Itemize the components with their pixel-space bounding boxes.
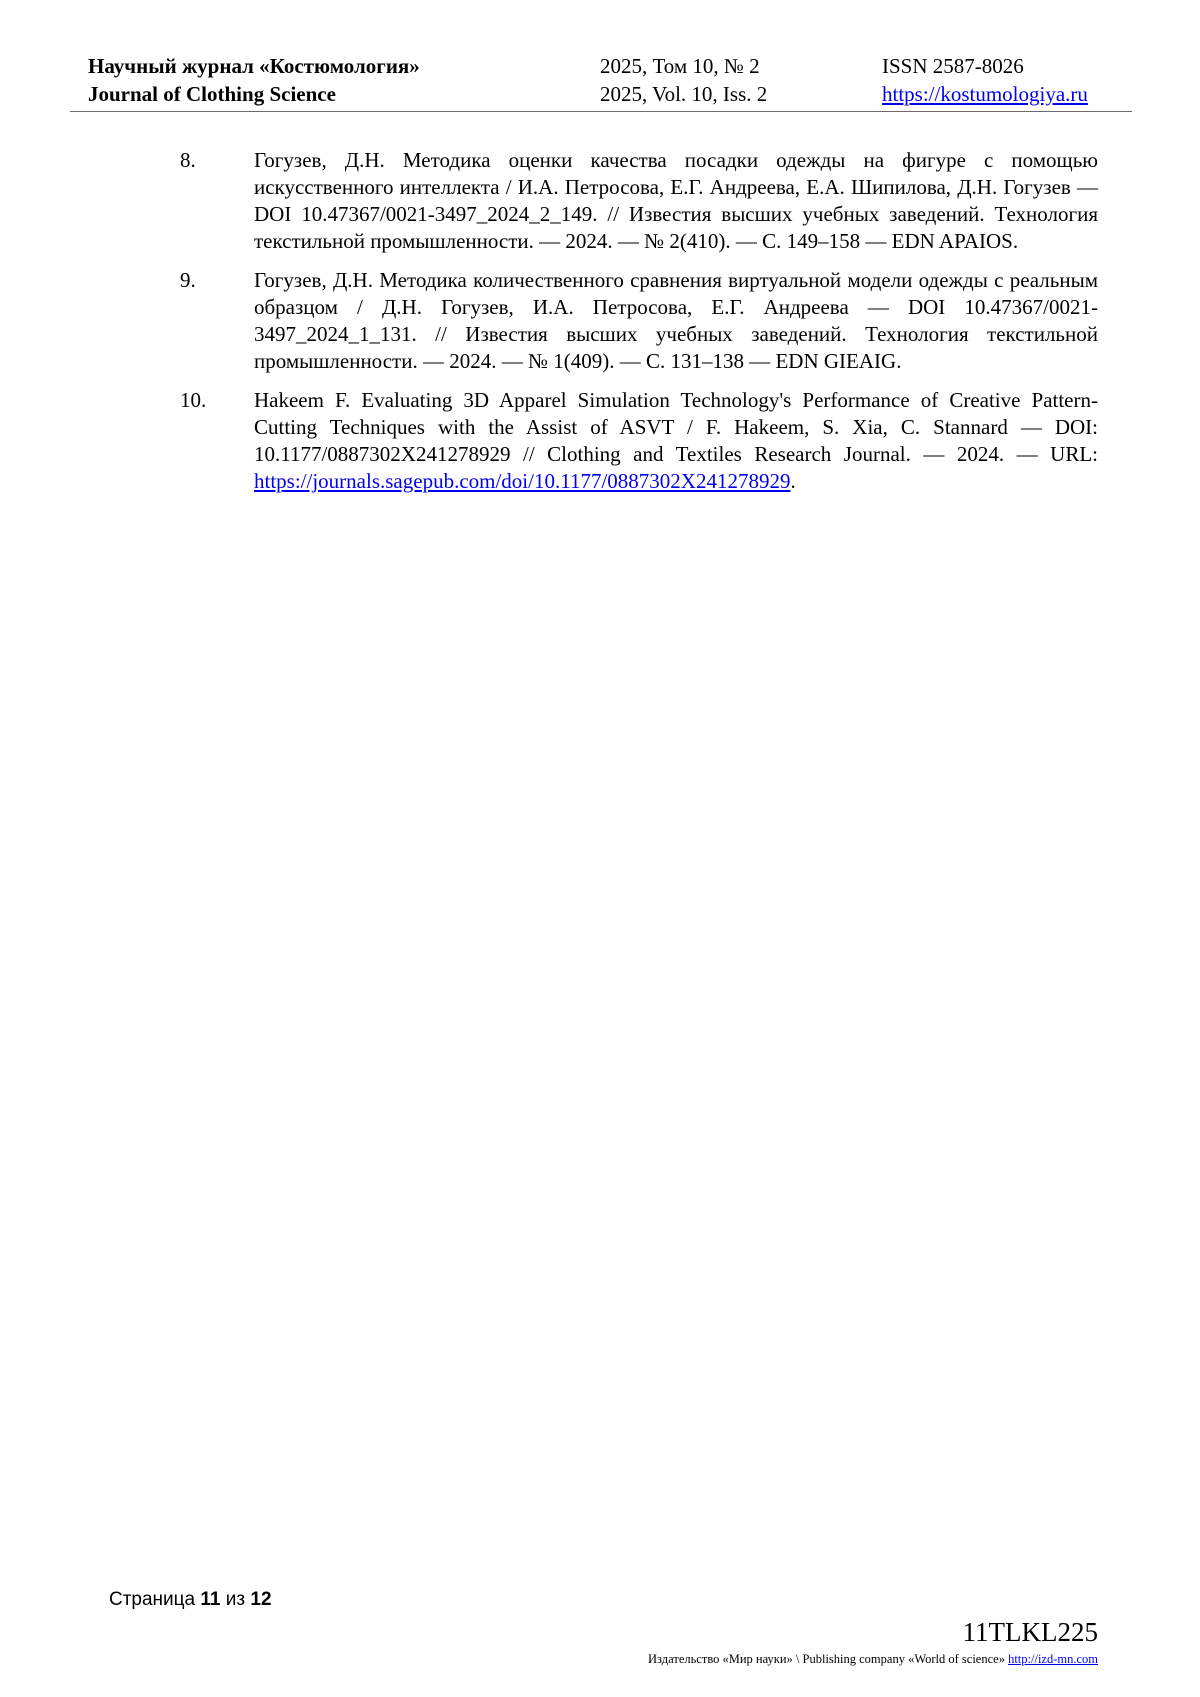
page-word: Страница: [109, 1589, 196, 1610]
reference-number: 9.: [180, 268, 196, 292]
issue-en: 2025, Vol. 10, Iss. 2: [600, 82, 768, 106]
publisher-line: [648, 1651, 1098, 1667]
reference-url-link[interactable]: https://journals.sagepub.com/doi/10.1177/0887302X241278929: [254, 469, 791, 493]
journal-title-en: Journal of Clothing Science: [88, 82, 336, 106]
page-current: 11: [200, 1589, 221, 1610]
article-code: 11TLKL225: [962, 1617, 1098, 1647]
header-divider: [70, 111, 1132, 112]
reference-item: [180, 267, 1098, 375]
issn-block: [882, 52, 1088, 108]
issue-ru: 2025, Том 10, № 2: [600, 54, 760, 78]
page-of: из: [225, 1589, 246, 1610]
reference-text-block: [254, 387, 1098, 495]
reference-item: [180, 147, 1098, 255]
reference-number: 8.: [180, 148, 196, 172]
reference-text: Hakeem F. Evaluating 3D Apparel Simulation Technology's Performance of Creative Pattern-Cutting Techniques with the Assist of ASVT / F. Hakeem, S. Xia, C. Stannard — DOI: 10.1177/0887302X241278929 // Clothing and Textiles Research Journal. — 2024. — URL:: [254, 388, 1098, 466]
issue-block: [600, 52, 767, 108]
page-total: 12: [250, 1589, 272, 1610]
reference-end-period: .: [790, 469, 796, 493]
journal-title-ru: Научный журнал «Костюмология»: [88, 54, 420, 78]
publisher-text: Издательство «Мир науки» \ Publishing company «World of science»: [648, 1652, 1009, 1666]
issn: ISSN 2587-8026: [882, 54, 1024, 78]
page-counter: [109, 1587, 272, 1613]
reference-item: [180, 387, 1098, 495]
reference-list: [180, 147, 1098, 507]
publisher-link[interactable]: http://izd-mn.com: [1008, 1652, 1098, 1666]
journal-title-block: [88, 52, 420, 108]
reference-text: Гогузев, Д.Н. Методика количественного сравнения виртуальной модели одежды с реальным образцом / Д.Н. Гогузев, И.А. Петросова, Е.Г. Андреева — DOI 10.47367/0021-3497_2024_1_131. // Известия высших учебных заведений. Технология текстильной промышленности. — 2024. — № 1(409). — С. 131–138 — EDN GIEAIG.: [254, 268, 1098, 373]
running-header: [88, 52, 1124, 108]
reference-number: 10.: [180, 388, 207, 412]
journal-website-link[interactable]: https://kostumologiya.ru: [882, 82, 1088, 106]
reference-text: Гогузев, Д.Н. Методика оценки качества посадки одежды на фигуре с помощью искусственного интеллекта / И.А. Петросова, Е.Г. Андреева, Е.А. Шипилова, Д.Н. Гогузев — DOI 10.47367/0021-3497_2024_2_149. // Известия высших учебных заведений. Технология текстильной промышленности. — 2024. — № 2(410). — С. 149–158 — EDN APAIOS.: [254, 148, 1098, 253]
